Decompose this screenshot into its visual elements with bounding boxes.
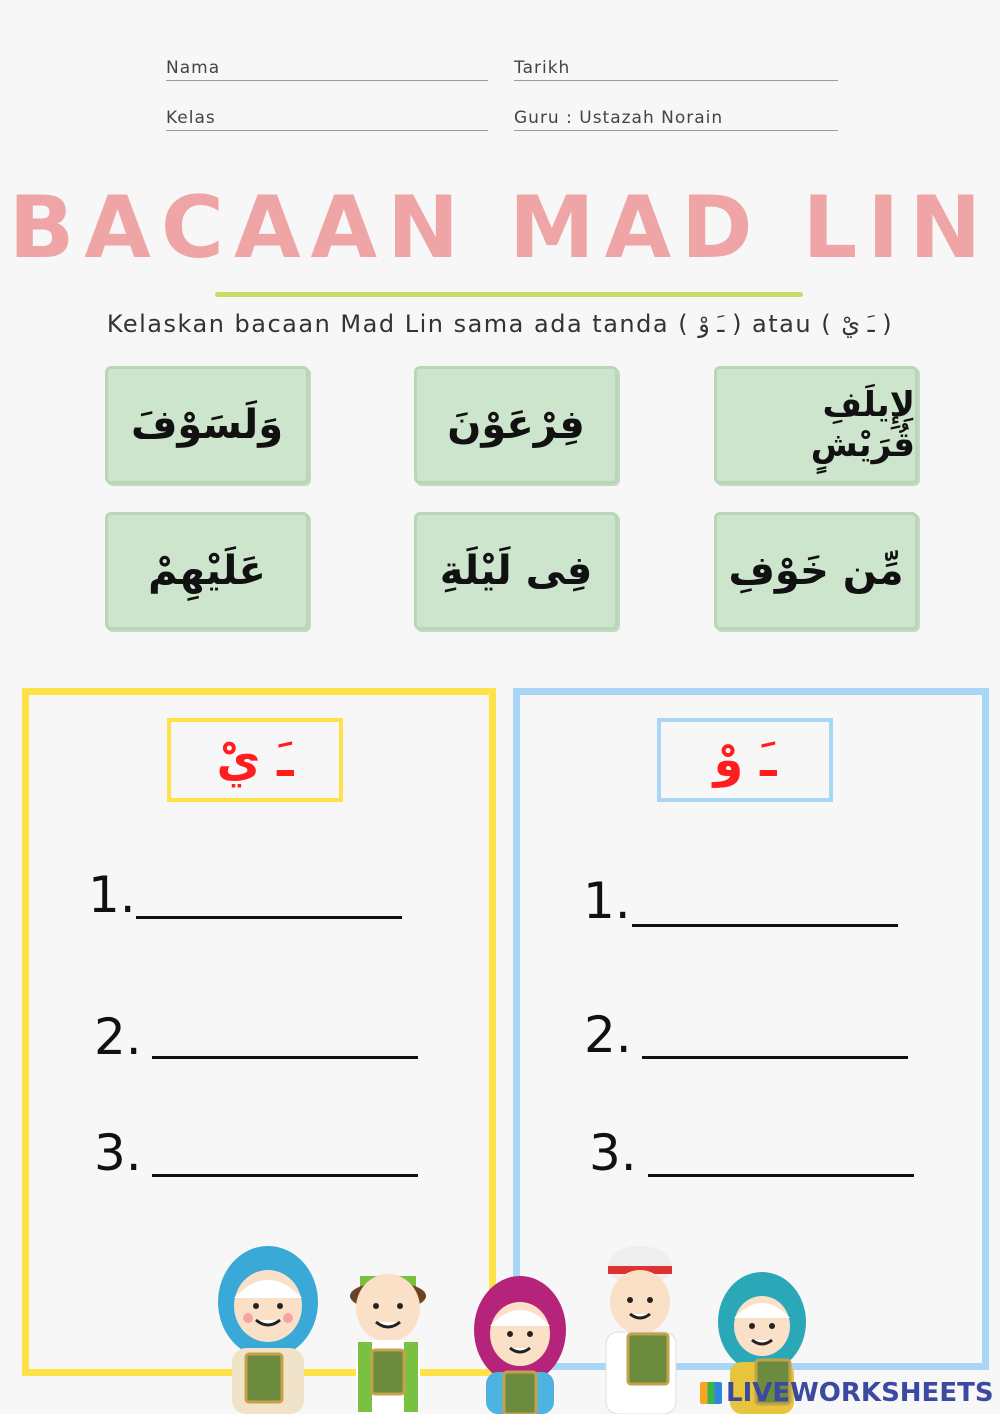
wau-item-3-number: 3.: [589, 1124, 637, 1182]
ya-item-3-number: 3.: [94, 1124, 142, 1182]
word-card[interactable]: مِّن خَوْفِ: [714, 512, 918, 630]
nama-field[interactable]: Nama: [166, 58, 488, 81]
ya-item-1-number: 1.: [88, 866, 136, 924]
instruction-text: Kelaskan bacaan Mad Lin sama ada tanda ( ـَ وْ ) atau ( ـَ يْ ): [106, 310, 894, 338]
liveworksheets-icon: [700, 1382, 722, 1404]
ya-label: ـَ يْ: [167, 718, 343, 802]
word-card[interactable]: فِرْعَوْنَ: [414, 366, 618, 484]
child-figure: [218, 1246, 318, 1414]
liveworksheets-logo: [700, 1378, 994, 1408]
tarikh-field[interactable]: Tarikh: [514, 58, 838, 81]
wau-answer-2[interactable]: [642, 1056, 908, 1059]
word-card[interactable]: وَلَسَوْفَ: [105, 366, 309, 484]
ya-answer-1[interactable]: [136, 916, 402, 919]
child-figure: [606, 1246, 676, 1414]
child-figure: [474, 1276, 566, 1414]
page-title: BACAAN MAD LIN: [8, 178, 992, 278]
wau-item-2-number: 2.: [584, 1006, 632, 1064]
wau-answer-1[interactable]: [632, 924, 898, 927]
guru-field: Guru : Ustazah Norain: [514, 108, 838, 131]
ya-answer-3[interactable]: [152, 1174, 418, 1177]
wau-item-1-number: 1.: [583, 872, 631, 930]
child-figure: [350, 1274, 426, 1414]
title-underline: [215, 292, 803, 297]
word-card[interactable]: عَلَيْهِمْ: [105, 512, 309, 630]
ya-answer-2[interactable]: [152, 1056, 418, 1059]
kelas-field[interactable]: Kelas: [166, 108, 488, 131]
ya-item-2-number: 2.: [94, 1008, 142, 1066]
word-card[interactable]: لِإِيلَفِ قُرَيْشٍ: [714, 366, 918, 484]
liveworksheets-text: LIVEWORKSHEETS: [726, 1378, 994, 1408]
word-card[interactable]: فِى لَيْلَةِ: [414, 512, 618, 630]
wau-answer-3[interactable]: [648, 1174, 914, 1177]
wau-label: ـَ وْ: [657, 718, 833, 802]
